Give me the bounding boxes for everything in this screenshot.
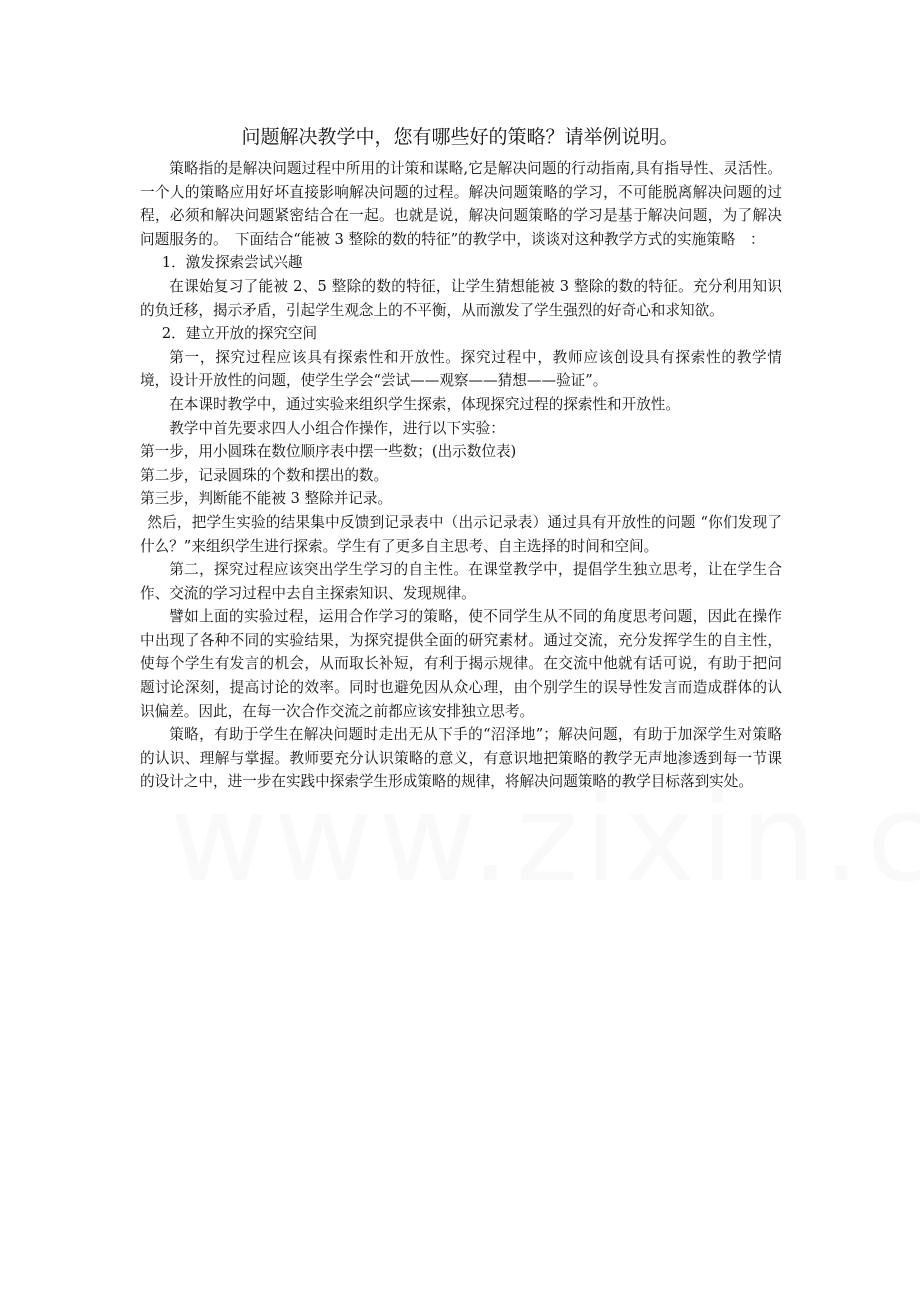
document-body bbox=[140, 157, 782, 794]
step-item: 第二步，记录圆珠的个数和摆出的数。 bbox=[140, 466, 389, 484]
paragraph: 在课始复习了能被 2、5 整除的数的特征，让学生猜想能被 3 整除的数的特征。充分利用知识的负迁移，揭示矛盾，引起学生观念上的不平衡，从而激发了学生强烈的好奇心和求知欲。 bbox=[140, 277, 782, 319]
paragraph: 第二，探究过程应该突出学生学习的自主性。在课堂教学中，提倡学生独立思考，让在学生合作、交流的学习过程中去自主探索知识、发现规律。 bbox=[140, 561, 782, 602]
step-item: 第三步，判断能不能被 3 整除并记录。 bbox=[140, 490, 393, 508]
paragraph: 第一，探究过程应该具有探索性和开放性。探究过程中，教师应该创设具有探索性的教学情境，设计开放性的问题，使学生学会“尝试——观察——猜想——验证”。 bbox=[140, 348, 782, 390]
paragraph: 譬如上面的实验过程，运用合作学习的策略，使不同学生从不同的角度思考问题，因此在操作中出现了各种不同的实验结果，为探究提供全面的研究素材。通过交流，充分发挥学生的自主性，使每个学生有发言的机会，从而取长补短，有利于揭示规律。在交流中他就有话可说，有助于把问题讨论深刻，提高讨论的效率。同时也避免因从众心理，由个别学生的误导性发言而造成群体的认识偏差。因此，在每一次合作交流之前都应该安排独立思考。 bbox=[140, 608, 782, 720]
step-item: 第一步，用小圆珠在数位顺序表中摆一些数；(出示数位表) bbox=[140, 443, 517, 461]
paragraph: 教学中首先要求四人小组合作操作，进行以下实验： bbox=[169, 419, 505, 437]
paragraph-conclusion: 策略，有助于学生在解决问题时走出无从下手的“沼泽地”；解决问题，有助于加深学生对策略的认识、理解与掌握。教师要充分认识策略的意义，有意识地把策略的教学无声地渗透到每一节课的设计之中，进一步在实践中探索学生形成策略的规律，将解决问题策略的教学目标落到实处。 bbox=[140, 726, 782, 791]
section-heading-2: 2．建立开放的探究空间 bbox=[161, 325, 318, 343]
document-title: 问题解决教学中，您有哪些好的策略？请举例说明。 bbox=[241, 126, 679, 148]
section-heading-1: 1．激发探索尝试兴趣 bbox=[161, 254, 303, 272]
paragraph: 然后，把学生实验的结果集中反馈到记录表中（出示记录表）通过具有开放性的问题 “你们发现了什么？”来组织学生进行探索。学生有了更多自主思考、自主选择的时间和空间。 bbox=[140, 513, 782, 555]
paragraph: 在本课时教学中，通过实验来组织学生探索，体现探究过程的探索性和开放性。 bbox=[169, 395, 680, 413]
paragraph-intro: 策略指的是解决问题过程中所用的计策和谋略,它是解决问题的行动指南,具有指导性、灵活性。一个人的策略应用好坏直接影响解决问题的过程。解决问题策略的学习，不可能脱离解决问题的过程，必须和解决问题紧密结合在一起。也就是说，解决问题策略的学习是基于解决问题，为了解决问题服务的。 下面结合“能被 3 整除的数的特征”的教学中，谈谈对这种教学方式的实施策略 ： bbox=[140, 160, 782, 248]
